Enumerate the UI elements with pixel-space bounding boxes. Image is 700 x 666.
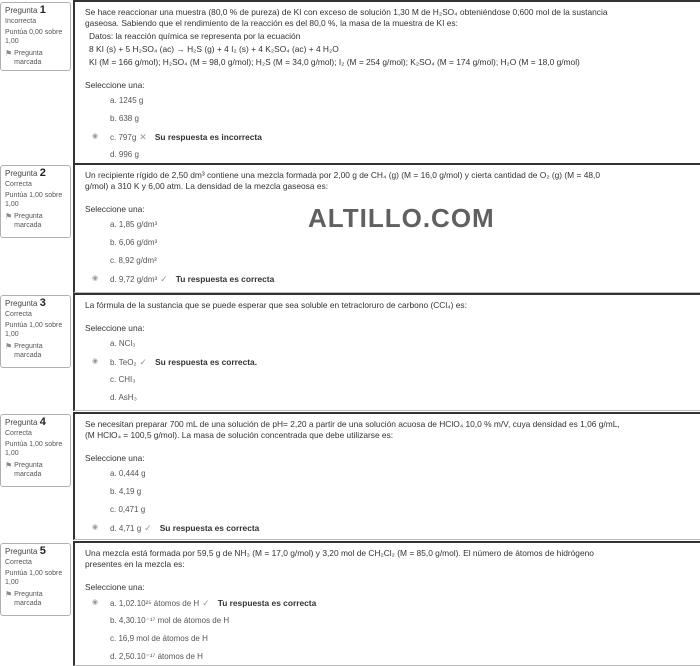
question-number-prefix: Pregunta	[5, 418, 38, 427]
question-text-line: gaseosa. Sabiendo que el rendimiento de la reacción es del 80,0 %, la masa de la muestra de KI es:	[85, 18, 458, 28]
answer-option-c[interactable]	[85, 252, 690, 270]
answer-option-d[interactable]	[85, 146, 690, 164]
answer-option-a[interactable]	[85, 594, 690, 612]
question-grade: Puntúa 0,00 sobre 1,00	[5, 29, 63, 45]
question-data-line: 8 KI (s) + 5 H₂SO₄ (ac) → H₂S (g) + 4 I₂ (s) + 4 K₂SO₄ (ac) + 4 H₂O	[89, 44, 339, 54]
selected-radio-icon[interactable]: ◉	[92, 599, 99, 606]
answer-option-b[interactable]	[85, 483, 690, 501]
answer-list	[85, 594, 690, 666]
answer-text: 2,50.10⁻¹⁷ átomos de H	[118, 652, 203, 661]
answer-letter: b.	[110, 358, 117, 367]
answer-option-b[interactable]	[85, 353, 690, 371]
selected-radio-icon[interactable]: ◉	[92, 524, 99, 531]
question-data-line: Datos: la reacción química se representa por la ecuación	[89, 31, 301, 41]
answer-option-d[interactable]	[85, 270, 690, 288]
answer-list	[85, 335, 690, 407]
question-state: Correcta	[5, 181, 32, 188]
answer-letter: d.	[110, 393, 117, 402]
answer-text: NCl₃	[118, 339, 136, 348]
answer-letter: d.	[110, 150, 117, 159]
question-number-prefix: Pregunta	[5, 169, 38, 178]
answer-text: TeO₂	[118, 358, 137, 367]
answer-text: CHI₃	[118, 375, 136, 384]
answer-letter: c.	[110, 375, 117, 384]
question-info-2	[0, 165, 71, 238]
question-number	[5, 299, 70, 308]
flag-label: Pregunta marcada	[14, 343, 43, 359]
question-state: Incorrecta	[5, 18, 37, 25]
question-grade: Puntúa 1,00 sobre 1,00	[5, 322, 63, 338]
question-text	[85, 548, 690, 570]
flag-label: Pregunta marcada	[14, 462, 43, 478]
answer-letter: b.	[110, 238, 117, 247]
answer-feedback: Tu respuesta es correcta	[217, 598, 317, 608]
answer-letter: a.	[110, 599, 117, 608]
flag-label: Pregunta marcada	[14, 591, 43, 607]
answer-feedback: Su respuesta es incorrecta	[154, 132, 262, 142]
answer-text: 0,471 g	[118, 505, 146, 514]
question-data	[85, 31, 690, 68]
question-number-prefix: Pregunta	[5, 547, 38, 556]
incorrect-x-icon: ✕	[139, 132, 147, 142]
question-number-value: 4	[39, 416, 46, 428]
answer-text: 638 g	[118, 114, 139, 123]
question-text-line: Un recipiente rígido de 2,50 dm³ contiene una mezcla formada por 2,00 g de CH₄ (g) (M = 16,0 g/mol) y cierta cantidad de O₂ (g) (M = 48,0	[85, 170, 601, 180]
question-content-5	[73, 541, 700, 666]
question-text-line: Se hace reaccionar una muestra (80,0 % de pureza) de KI con exceso de solución 1,30 M de H₂SO₄ obteniéndose 0,600 mol de la sustancia	[85, 7, 608, 17]
answer-letter: d.	[110, 652, 117, 661]
answer-text: 996 g	[118, 150, 139, 159]
question-number-value: 2	[39, 167, 46, 179]
flag-icon[interactable]: ⚑	[5, 461, 13, 470]
question-content-4	[73, 412, 700, 540]
answer-letter: c.	[110, 634, 117, 643]
question-info-5	[0, 543, 71, 616]
answer-letter: b.	[110, 487, 117, 496]
answer-letter: c.	[110, 505, 117, 514]
answer-text: 1,85 g/dm³	[118, 220, 158, 229]
flag-icon[interactable]: ⚑	[5, 342, 13, 351]
answer-text: 0,444 g	[118, 469, 146, 478]
answer-option-a[interactable]	[85, 335, 690, 353]
answer-feedback: Su respuesta es correcta	[159, 523, 260, 533]
watermark: ALTILLO.COM	[308, 203, 495, 233]
question-data-line: KI (M = 166 g/mol); H₂SO₄ (M = 98,0 g/mol); H₂S (M = 34,0 g/mol); I₂ (M = 254 g/mol); K₂SO₄ (M = 174 g/mol); H₂O (M = 18,0 g/mol)	[89, 57, 580, 67]
question-grade: Puntúa 1,00 sobre 1,00	[5, 192, 63, 208]
answer-option-a[interactable]	[85, 465, 690, 483]
flag-question-toggle[interactable]	[5, 590, 70, 608]
question-info-1	[0, 2, 71, 71]
answer-text: 16,9 mol de átomos de H	[118, 634, 208, 643]
question-content-1	[73, 0, 700, 164]
question-text-line: g/mol) a 310 K y 6,00 atm. La densidad de la mezcla gaseosa es:	[85, 181, 329, 191]
answer-text: 8,92 g/dm³	[118, 256, 157, 265]
question-text-line: La fórmula de la sustancia que se puede esperar que sea soluble en tetracloruro de carbono (CCl₄) es:	[85, 300, 467, 310]
question-info-4	[0, 414, 71, 487]
answer-option-d[interactable]	[85, 519, 690, 537]
answer-list	[85, 92, 690, 164]
answer-letter: b.	[110, 114, 117, 123]
flag-question-toggle[interactable]	[5, 49, 70, 67]
question-number	[5, 547, 70, 556]
correct-check-icon: ✓	[144, 523, 152, 533]
answer-feedback: Su respuesta es correcta.	[155, 357, 258, 367]
answer-text: 4,71 g	[118, 524, 142, 533]
question-number	[5, 6, 70, 15]
answer-list	[85, 465, 690, 537]
answer-option-c[interactable]	[85, 501, 690, 519]
question-text	[85, 7, 690, 29]
selected-radio-icon[interactable]: ◉	[92, 133, 99, 140]
question-state: Correcta	[5, 559, 32, 566]
answer-text: 1245 g	[118, 96, 144, 105]
answer-letter: b.	[110, 616, 117, 625]
correct-check-icon: ✓	[160, 274, 168, 284]
question-text	[85, 300, 690, 311]
question-number-prefix: Pregunta	[5, 6, 38, 15]
question-text	[85, 419, 690, 441]
select-one-label: Seleccione una:	[85, 453, 145, 463]
question-grade: Puntúa 1,00 sobre 1,00	[5, 570, 63, 586]
question-number-value: 5	[39, 545, 46, 557]
answer-letter: a.	[110, 96, 117, 105]
flag-icon[interactable]: ⚑	[5, 212, 13, 221]
correct-check-icon: ✓	[202, 598, 210, 608]
answer-option-d[interactable]	[85, 389, 690, 407]
question-state: Correcta	[5, 430, 32, 437]
answer-letter: d.	[110, 524, 117, 533]
question-text-line: Se necesitan preparar 700 mL de una solución de pH= 2,20 a partir de una solución acuosa de HClO₄ 10,0 % m/V, cuya densidad es 1,06 g/mL,	[85, 419, 620, 429]
answer-letter: a.	[110, 220, 117, 229]
answer-feedback: Tu respuesta es correcta	[175, 274, 275, 284]
answer-text: AsH₃	[118, 393, 137, 402]
answer-letter: c.	[110, 133, 117, 142]
flag-question-toggle[interactable]	[5, 461, 70, 479]
select-one-label: Seleccione una:	[85, 204, 145, 214]
question-number-prefix: Pregunta	[5, 299, 38, 308]
question-grade: Puntúa 1,00 sobre 1,00	[5, 441, 63, 457]
answer-text: 797g	[118, 133, 137, 142]
answer-option-b[interactable]	[85, 234, 690, 252]
answer-letter: d.	[110, 275, 117, 284]
flag-icon[interactable]: ⚑	[5, 49, 13, 58]
select-one-label: Seleccione una:	[85, 80, 145, 90]
flag-question-toggle[interactable]	[5, 342, 70, 360]
flag-label: Pregunta marcada	[14, 213, 43, 229]
question-number-value: 1	[39, 4, 46, 16]
answer-option-d[interactable]	[85, 648, 690, 666]
flag-icon[interactable]: ⚑	[5, 590, 13, 599]
question-text-line: Una mezcla está formada por 59,5 g de NH₃ (M = 17,0 g/mol) y 3,20 mol de CH₂Cl₂ (M = 85,0 g/mol). El número de átomos de hidrógeno	[85, 548, 594, 558]
answer-text: 4,19 g	[118, 487, 142, 496]
selected-radio-icon[interactable]: ◉	[92, 358, 99, 365]
answer-option-b[interactable]	[85, 612, 690, 630]
answer-text: 6,06 g/dm³	[118, 238, 158, 247]
answer-letter: a.	[110, 339, 117, 348]
answer-option-b[interactable]	[85, 110, 690, 128]
select-one-label: Seleccione una:	[85, 582, 145, 592]
question-number-value: 3	[39, 297, 46, 309]
question-number	[5, 418, 70, 427]
flag-question-toggle[interactable]	[5, 212, 70, 230]
answer-option-c[interactable]	[85, 371, 690, 389]
answer-letter: c.	[110, 256, 117, 265]
answer-text: 4,30.10⁻¹⁷ mol de átomos de H	[118, 616, 230, 625]
answer-text: 1,02.10²⁵ átomos de H	[118, 599, 200, 608]
answer-option-c[interactable]	[85, 128, 690, 146]
selected-radio-icon[interactable]: ◉	[92, 275, 99, 282]
flag-label: Pregunta marcada	[14, 50, 43, 66]
question-text-line: presentes en la mezcla es:	[85, 559, 185, 569]
question-text-line: (M HClO₄ = 100,5 g/mol). La masa de solución concentrada que debe utilizarse es:	[85, 430, 394, 440]
select-one-label: Seleccione una:	[85, 323, 145, 333]
answer-option-a[interactable]	[85, 92, 690, 110]
answer-text: 9,72 g/dm³	[118, 275, 158, 284]
question-content-3	[73, 293, 700, 411]
question-number	[5, 169, 70, 178]
question-text	[85, 170, 690, 192]
answer-letter: a.	[110, 469, 117, 478]
correct-check-icon: ✓	[139, 357, 148, 367]
answer-option-c[interactable]	[85, 630, 690, 648]
question-state: Correcta	[5, 311, 32, 318]
question-info-3	[0, 295, 71, 368]
